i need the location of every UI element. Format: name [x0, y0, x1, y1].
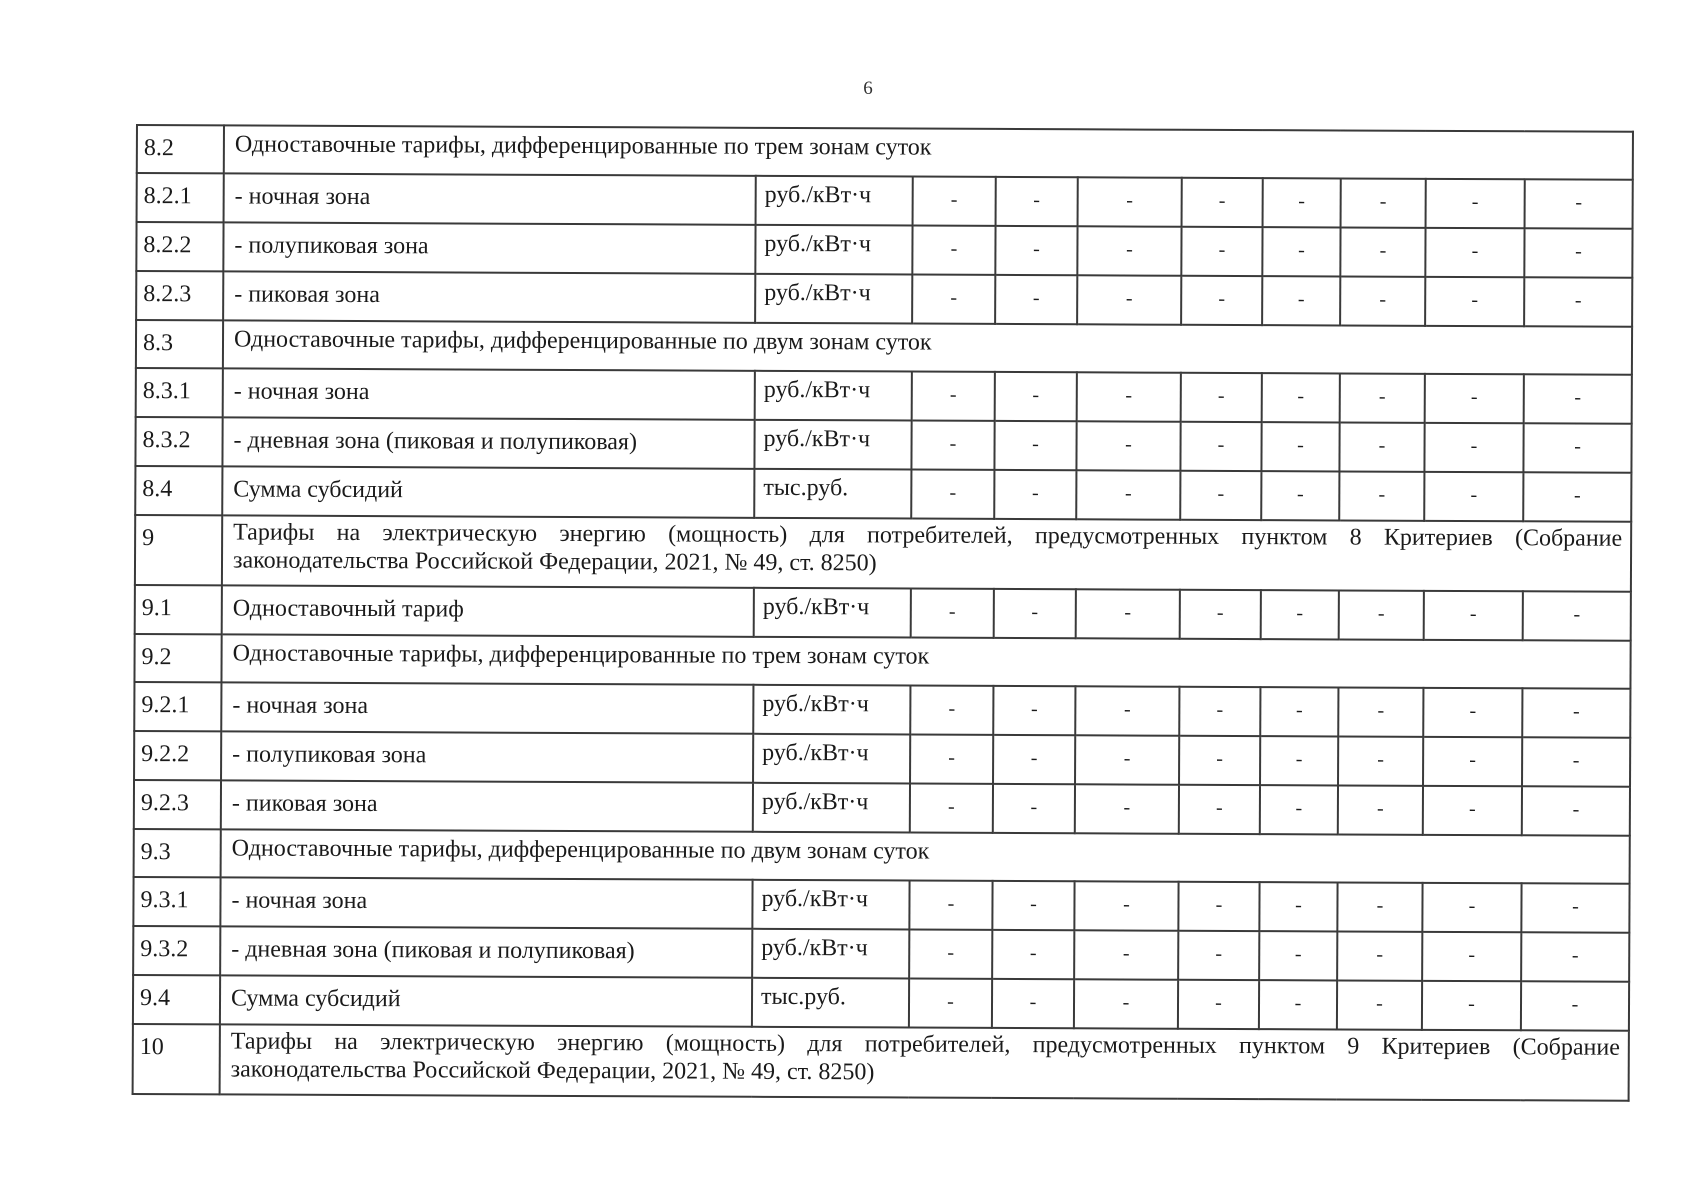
value-cell: -: [992, 930, 1074, 979]
value-cell: -: [1524, 277, 1632, 326]
description-cell: - ночная зона: [220, 877, 752, 928]
description-cell: - полупиковая зона: [221, 731, 753, 782]
value-cell: -: [1178, 882, 1259, 931]
table-row: [136, 368, 1632, 424]
value-cell: -: [1422, 883, 1521, 932]
value-cell: -: [992, 881, 1074, 930]
value-cell: -: [911, 421, 994, 470]
value-cell: -: [1338, 687, 1423, 736]
value-cell: -: [1074, 979, 1178, 1028]
value-cell: -: [1077, 372, 1181, 421]
value-cell: -: [994, 589, 1076, 638]
value-cell: -: [1340, 227, 1425, 276]
row-number-cell: 9.4: [133, 975, 220, 1024]
table-row: [137, 173, 1633, 229]
value-cell: -: [1340, 276, 1425, 325]
row-number-cell: 9.3: [134, 829, 221, 877]
value-cell: -: [1075, 686, 1179, 735]
value-cell: -: [1525, 179, 1633, 228]
value-cell: -: [1180, 471, 1261, 520]
value-cell: -: [1522, 688, 1630, 737]
value-cell: -: [1340, 373, 1425, 422]
value-cell: -: [1178, 980, 1259, 1029]
description-cell: - ночная зона: [221, 682, 753, 733]
description-cell: - дневная зона (пиковая и полупиковая): [220, 926, 752, 977]
value-cell: -: [1337, 931, 1422, 980]
value-cell: -: [1075, 735, 1179, 784]
row-number-cell: 9.2.3: [134, 780, 221, 829]
value-cell: -: [1521, 883, 1629, 932]
value-cell: -: [1339, 471, 1424, 520]
value-cell: -: [1074, 881, 1178, 930]
unit-cell: руб./кВт·ч: [755, 371, 912, 421]
value-cell: -: [1424, 472, 1523, 521]
row-number-cell: 9: [135, 515, 222, 585]
value-cell: -: [1181, 227, 1262, 276]
value-cell: -: [993, 784, 1075, 833]
value-cell: -: [1078, 177, 1182, 226]
value-cell: -: [1261, 422, 1339, 471]
value-cell: -: [1259, 931, 1337, 980]
row-number-cell: 8.3: [136, 320, 223, 368]
value-cell: -: [995, 275, 1077, 324]
value-cell: -: [995, 372, 1077, 421]
unit-cell: тыс.руб.: [752, 978, 909, 1028]
value-cell: -: [1523, 472, 1631, 521]
value-cell: -: [1178, 931, 1259, 980]
table-row: [133, 1024, 1629, 1101]
description-cell: - полупиковая зона: [223, 222, 755, 273]
value-cell: -: [1423, 688, 1522, 737]
value-cell: -: [1425, 228, 1524, 277]
unit-cell: руб./кВт·ч: [754, 420, 911, 470]
value-cell: -: [1260, 785, 1338, 834]
value-cell: -: [1423, 786, 1522, 835]
value-cell: -: [1262, 227, 1340, 276]
section-heading-cell: Одноставочные тарифы, дифференцированные по трем зонам суток: [224, 125, 1633, 179]
unit-cell: тыс.руб.: [754, 469, 911, 519]
value-cell: -: [910, 735, 993, 784]
description-cell: - ночная зона: [223, 368, 755, 419]
value-cell: -: [912, 275, 995, 324]
table-row: [136, 222, 1632, 278]
row-number-cell: 8.4: [135, 466, 222, 515]
row-number-cell: 8.2.3: [136, 271, 223, 320]
unit-cell: руб./кВт·ч: [752, 880, 909, 930]
value-cell: -: [912, 226, 995, 275]
value-cell: -: [909, 930, 992, 979]
table-row: [134, 731, 1630, 787]
value-cell: -: [1179, 785, 1260, 834]
value-cell: -: [1338, 736, 1423, 785]
value-cell: -: [1341, 178, 1426, 227]
section-heading-cell: Тарифы на электрическую энергию (мощность) для потребителей, предусмотренных пунктом 9 Критериев (Собрание законодательства Российской Федерации, 2021, № 49, ст. 8250): [220, 1024, 1629, 1100]
unit-cell: руб./кВт·ч: [755, 225, 912, 275]
value-cell: -: [911, 589, 994, 638]
table-row: [133, 877, 1629, 933]
value-cell: -: [1424, 591, 1523, 640]
value-cell: -: [1076, 421, 1180, 470]
row-number-cell: 8.3.2: [135, 417, 222, 466]
value-cell: -: [1425, 277, 1524, 326]
value-cell: -: [1261, 590, 1339, 639]
row-number-cell: 9.2.2: [134, 731, 221, 780]
value-cell: -: [910, 686, 993, 735]
value-cell: -: [1260, 736, 1338, 785]
value-cell: -: [1179, 736, 1260, 785]
table-row: [135, 515, 1631, 592]
value-cell: -: [1180, 590, 1261, 639]
value-cell: -: [994, 470, 1076, 519]
value-cell: -: [1422, 932, 1521, 981]
value-cell: -: [1425, 374, 1524, 423]
value-cell: -: [1259, 882, 1337, 931]
value-cell: -: [994, 421, 1076, 470]
value-cell: -: [1181, 276, 1262, 325]
row-number-cell: 8.2.1: [137, 173, 224, 222]
table-row: [137, 125, 1633, 180]
value-cell: -: [1262, 276, 1340, 325]
value-cell: -: [996, 177, 1078, 226]
value-cell: -: [1182, 178, 1263, 227]
value-cell: -: [1522, 786, 1630, 835]
value-cell: -: [1262, 373, 1340, 422]
value-cell: -: [1261, 471, 1339, 520]
unit-cell: руб./кВт·ч: [755, 274, 912, 324]
value-cell: -: [909, 979, 992, 1028]
row-number-cell: 9.2.1: [134, 682, 221, 731]
value-cell: -: [1181, 373, 1262, 422]
value-cell: -: [1521, 981, 1629, 1030]
value-cell: -: [911, 470, 994, 519]
table-row: [134, 829, 1630, 884]
section-heading-cell: Одноставочные тарифы, дифференцированные по двум зонам суток: [223, 320, 1632, 374]
unit-cell: руб./кВт·ч: [754, 588, 911, 638]
value-cell: -: [1077, 275, 1181, 324]
table-row: [134, 780, 1630, 836]
value-cell: -: [1523, 591, 1631, 640]
description-cell: - дневная зона (пиковая и полупиковая): [222, 417, 754, 468]
section-heading-cell: Одноставочные тарифы, дифференцированные по трем зонам суток: [221, 634, 1630, 688]
value-cell: -: [1422, 981, 1521, 1030]
row-number-cell: 9.2: [134, 634, 221, 682]
table-row: [133, 926, 1629, 982]
value-cell: -: [1338, 785, 1423, 834]
value-cell: -: [1339, 590, 1424, 639]
value-cell: -: [910, 784, 993, 833]
value-cell: -: [1423, 737, 1522, 786]
value-cell: -: [1524, 374, 1632, 423]
page-number: 6: [863, 78, 873, 99]
value-cell: -: [912, 372, 995, 421]
table-row: [135, 585, 1631, 641]
row-number-cell: 9.3.2: [133, 926, 220, 975]
row-number-cell: 8.3.1: [136, 368, 223, 417]
value-cell: -: [1337, 882, 1422, 931]
table-row: [136, 271, 1632, 327]
unit-cell: руб./кВт·ч: [753, 685, 910, 735]
unit-cell: руб./кВт·ч: [753, 734, 910, 784]
section-heading-cell: Одноставочные тарифы, дифференцированные по двум зонам суток: [221, 829, 1630, 883]
table-row: [134, 634, 1630, 689]
description-cell: Одноставочный тариф: [222, 585, 754, 636]
row-number-cell: 8.2: [137, 125, 224, 173]
row-number-cell: 10: [133, 1024, 220, 1094]
description-cell: - пиковая зона: [221, 780, 753, 831]
description-cell: - пиковая зона: [223, 271, 755, 322]
value-cell: -: [1179, 687, 1260, 736]
value-cell: -: [995, 226, 1077, 275]
value-cell: -: [992, 979, 1074, 1028]
row-number-cell: 9.3.1: [133, 877, 220, 926]
description-cell: Сумма субсидий: [222, 466, 754, 517]
table-row: [135, 417, 1631, 473]
value-cell: -: [1524, 228, 1632, 277]
value-cell: -: [1074, 930, 1178, 979]
value-cell: -: [1260, 687, 1338, 736]
value-cell: -: [1523, 423, 1631, 472]
unit-cell: руб./кВт·ч: [756, 176, 913, 226]
description-cell: Сумма субсидий: [220, 975, 752, 1026]
value-cell: -: [993, 686, 1075, 735]
table-row: [135, 466, 1631, 522]
value-cell: -: [1426, 179, 1525, 228]
row-number-cell: 9.1: [135, 585, 222, 634]
value-cell: -: [1180, 422, 1261, 471]
value-cell: -: [1263, 178, 1341, 227]
tariff-table: [132, 124, 1634, 1102]
table-row: [134, 682, 1630, 738]
table-row: [136, 320, 1632, 375]
value-cell: -: [1075, 784, 1179, 833]
value-cell: -: [993, 735, 1075, 784]
unit-cell: руб./кВт·ч: [752, 929, 909, 979]
value-cell: -: [913, 177, 996, 226]
value-cell: -: [1259, 980, 1337, 1029]
value-cell: -: [1077, 226, 1181, 275]
value-cell: -: [1076, 589, 1180, 638]
value-cell: -: [909, 881, 992, 930]
unit-cell: руб./кВт·ч: [753, 783, 910, 833]
value-cell: -: [1522, 737, 1630, 786]
value-cell: -: [1521, 932, 1629, 981]
table-row: [133, 975, 1629, 1031]
value-cell: -: [1337, 980, 1422, 1029]
value-cell: -: [1424, 423, 1523, 472]
section-heading-cell: Тарифы на электрическую энергию (мощность) для потребителей, предусмотренных пунктом 8 Критериев (Собрание законодательства Российской Федерации, 2021, № 49, ст. 8250): [222, 515, 1631, 591]
description-cell: - ночная зона: [224, 173, 756, 224]
value-cell: -: [1339, 422, 1424, 471]
value-cell: -: [1076, 470, 1180, 519]
row-number-cell: 8.2.2: [136, 222, 223, 271]
